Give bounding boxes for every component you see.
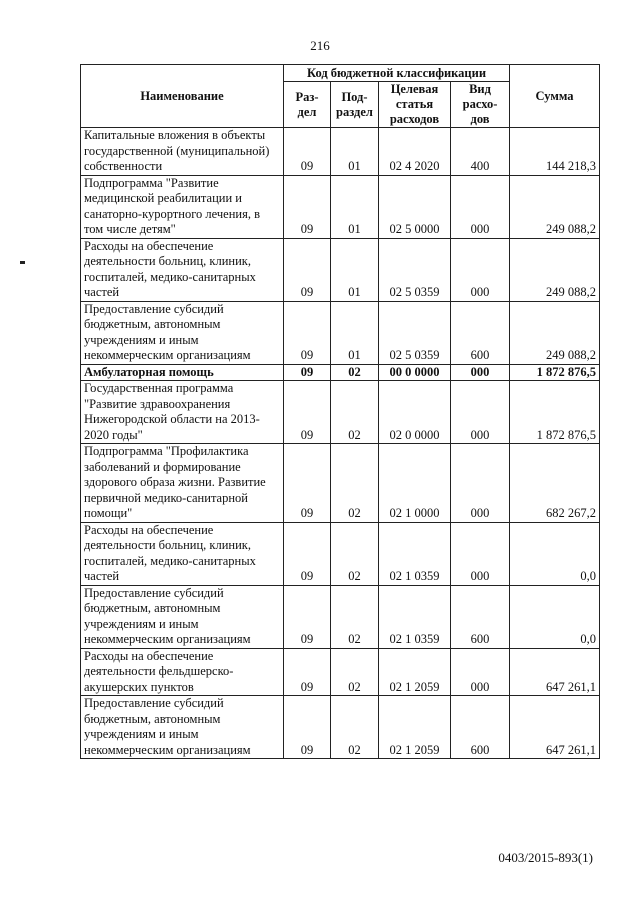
cell-name: Предоставление субсидий бюджетным, автономным учреждениям и иным некоммерческим организациям xyxy=(81,585,284,648)
cell-target: 02 5 0000 xyxy=(379,175,451,238)
cell-target: 00 0 0000 xyxy=(379,364,451,381)
cell-section: 09 xyxy=(284,585,331,648)
cell-name: Амбулаторная помощь xyxy=(81,364,284,381)
cell-name: Предоставление субсидий бюджетным, автономным учреждениям и иным некоммерческим организациям xyxy=(81,696,284,759)
cell-target: 02 1 2059 xyxy=(379,696,451,759)
table-row xyxy=(81,175,600,238)
table-row xyxy=(81,128,600,176)
table-row xyxy=(81,522,600,585)
cell-subsection: 01 xyxy=(331,175,379,238)
table-row xyxy=(81,696,600,759)
cell-target: 02 5 0359 xyxy=(379,238,451,301)
cell-type: 600 xyxy=(451,301,510,364)
cell-section: 09 xyxy=(284,522,331,585)
cell-sum: 0,0 xyxy=(510,585,600,648)
cell-type: 600 xyxy=(451,696,510,759)
cell-sum: 1 872 876,5 xyxy=(510,381,600,444)
cell-subsection: 02 xyxy=(331,364,379,381)
cell-section: 09 xyxy=(284,381,331,444)
cell-section: 09 xyxy=(284,364,331,381)
cell-name: Расходы на обеспечение деятельности больниц, клиник, госпиталей, медико-санитарных частей xyxy=(81,522,284,585)
cell-subsection: 01 xyxy=(331,301,379,364)
cell-name: Предоставление субсидий бюджетным, автономным учреждениям и иным некоммерческим организациям xyxy=(81,301,284,364)
cell-name: Подпрограмма "Развитие медицинской реабилитации и санаторно-курортного лечения, в том числе детям" xyxy=(81,175,284,238)
cell-type: 600 xyxy=(451,585,510,648)
cell-target: 02 1 0359 xyxy=(379,585,451,648)
cell-section: 09 xyxy=(284,238,331,301)
header-classification-group: Код бюджетной классификации xyxy=(284,65,510,82)
cell-target: 02 1 0359 xyxy=(379,522,451,585)
header-target: Целевая статья расходов xyxy=(379,82,451,128)
table-header xyxy=(81,65,600,128)
cell-sum: 249 088,2 xyxy=(510,175,600,238)
table-row xyxy=(81,301,600,364)
cell-section: 09 xyxy=(284,648,331,696)
cell-subsection: 02 xyxy=(331,648,379,696)
cell-type: 000 xyxy=(451,522,510,585)
cell-name: Расходы на обеспечение деятельности больниц, клиник, госпиталей, медико-санитарных частей xyxy=(81,238,284,301)
cell-subsection: 01 xyxy=(331,238,379,301)
header-sum: Сумма xyxy=(510,65,600,128)
cell-target: 02 1 2059 xyxy=(379,648,451,696)
table-row xyxy=(81,364,600,381)
cell-sum: 249 088,2 xyxy=(510,238,600,301)
table-row xyxy=(81,444,600,523)
budget-table xyxy=(80,64,600,759)
cell-target: 02 5 0359 xyxy=(379,301,451,364)
cell-subsection: 02 xyxy=(331,585,379,648)
cell-section: 09 xyxy=(284,175,331,238)
cell-section: 09 xyxy=(284,696,331,759)
table-body xyxy=(81,128,600,759)
cell-name: Подпрограмма "Профилактика заболеваний и формирование здорового образа жизни. Развитие первичной медико-санитарной помощи" xyxy=(81,444,284,523)
cell-sum: 647 261,1 xyxy=(510,696,600,759)
table-row xyxy=(81,381,600,444)
header-name: Наименование xyxy=(81,65,284,128)
cell-target: 02 4 2020 xyxy=(379,128,451,176)
cell-type: 000 xyxy=(451,364,510,381)
footer-code: 0403/2015-893(1) xyxy=(498,850,593,865)
cell-type: 000 xyxy=(451,381,510,444)
header-subsection: Под- раздел xyxy=(331,82,379,128)
cell-sum: 0,0 xyxy=(510,522,600,585)
cell-section: 09 xyxy=(284,128,331,176)
cell-sum: 249 088,2 xyxy=(510,301,600,364)
cell-target: 02 1 0000 xyxy=(379,444,451,523)
cell-name: Расходы на обеспечение деятельности фельдшерско-акушерских пунктов xyxy=(81,648,284,696)
cell-subsection: 02 xyxy=(331,522,379,585)
cell-type: 000 xyxy=(451,238,510,301)
cell-name: Капитальные вложения в объекты государственной (муниципальной) собственности xyxy=(81,128,284,176)
cell-sum: 1 872 876,5 xyxy=(510,364,600,381)
table-row xyxy=(81,585,600,648)
stray-mark xyxy=(20,261,25,264)
cell-target: 02 0 0000 xyxy=(379,381,451,444)
cell-subsection: 02 xyxy=(331,444,379,523)
cell-type: 000 xyxy=(451,648,510,696)
cell-subsection: 01 xyxy=(331,128,379,176)
cell-sum: 682 267,2 xyxy=(510,444,600,523)
cell-type: 000 xyxy=(451,175,510,238)
cell-name: Государственная программа "Развитие здравоохранения Нижегородской области на 2013-2020 годы" xyxy=(81,381,284,444)
cell-section: 09 xyxy=(284,444,331,523)
cell-sum: 647 261,1 xyxy=(510,648,600,696)
cell-subsection: 02 xyxy=(331,696,379,759)
cell-type: 400 xyxy=(451,128,510,176)
header-type: Вид расхо- дов xyxy=(451,82,510,128)
table-row xyxy=(81,648,600,696)
cell-subsection: 02 xyxy=(331,381,379,444)
table-row xyxy=(81,238,600,301)
cell-type: 000 xyxy=(451,444,510,523)
header-section: Раз- дел xyxy=(284,82,331,128)
page-number: 216 xyxy=(310,38,330,53)
cell-section: 09 xyxy=(284,301,331,364)
cell-sum: 144 218,3 xyxy=(510,128,600,176)
